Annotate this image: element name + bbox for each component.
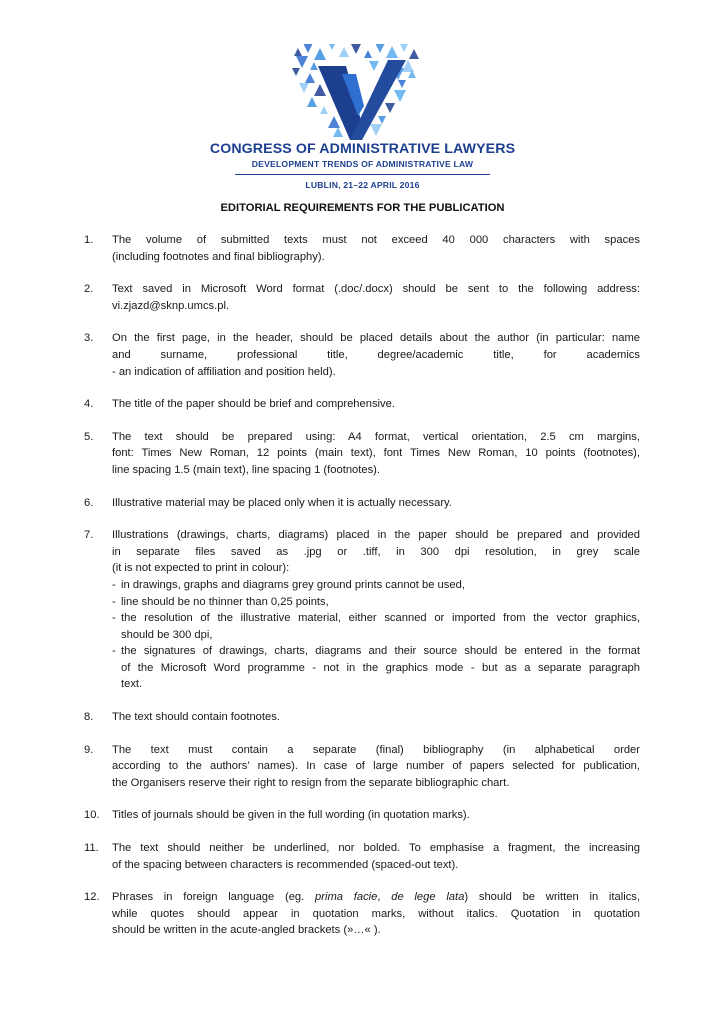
requirement-item [84,429,640,479]
bullet-dash: - [112,595,116,608]
bullet-line: the resolution of the illustrative material, either scanned or imported from the vector graphics, [121,612,640,625]
logo-triangle [386,46,398,58]
item-number: 6. [84,496,94,509]
logo-triangle [292,68,300,76]
logo-triangle [370,124,382,136]
item-number: 7. [84,529,94,542]
logo-triangle [394,90,406,102]
item-number: 12. [84,891,100,904]
item-line: The title of the paper should be brief and comprehensive. [112,398,395,411]
item-number: 3. [84,332,94,345]
item-line: vi.zjazd@sknp.umcs.pl. [112,299,230,312]
logo-triangle [328,116,340,128]
logo-triangle [385,103,395,113]
item-line: The text should be prepared using: A4 format, vertical orientation, 2.5 cm margins, [112,430,640,443]
bullet-dash: - [112,645,116,658]
text-part: ) should be written in italics, [464,891,640,904]
text-part: , [377,891,392,904]
item-line: On the first page, in the header, should be placed details about the author (in particular: name [112,332,640,345]
item-line: in separate files saved as .jpg or .tiff, in 300 dpi resolution, in grey scale [112,545,640,558]
item-line: (it is not expected to print in colour): [112,562,290,575]
item-line: The text should neither be underlined, nor bolded. To emphasise a fragment, the increasing [112,842,640,855]
requirement-item [84,281,640,314]
italic-phrase: prima facie [315,891,378,904]
requirement-item [84,527,640,693]
sub-bullet [112,594,640,611]
bullet-dash: - [112,578,116,591]
congress-subtitle: DEVELOPMENT TRENDS OF ADMINISTRATIVE LAW [251,159,474,169]
logo-triangle [369,61,379,71]
requirement-item [84,709,640,726]
bullet-line: of the Microsoft Word programme - not in the graphics mode - but as a separate paragraph [121,661,640,674]
logo-triangle [409,49,419,59]
congress-v-logo [290,44,420,140]
requirement-item [84,840,640,873]
sub-bullet [112,577,640,594]
bullet-dash: - [112,612,116,625]
requirement-item [84,889,640,939]
item-line: (including footnotes and final bibliography). [112,250,325,263]
item-line: of the spacing between characters is recommended (spaced-out text). [112,858,459,871]
logo-triangle [314,84,326,96]
header [0,0,725,200]
sub-bullet-list [112,577,640,693]
requirement-item [84,396,640,413]
bullet-line: the signatures of drawings, charts, diagrams and their source should be entered in the format [121,645,640,658]
item-line: Text saved in Microsoft Word format (.doc/.docx) should be sent to the following address: [112,283,640,296]
logo-triangle [303,44,313,53]
item-number: 9. [84,743,94,756]
logo-triangle [296,56,308,68]
logo-triangle [310,62,318,70]
item-line: The volume of submitted texts must not exceed 40 000 characters with spaces [112,234,640,246]
item-line: Illustrative material may be placed only when it is actually necessary. [112,496,452,509]
item-line: The text must contain a separate (final) bibliography (in alphabetical order [112,743,640,756]
item-number: 2. [84,283,94,296]
item-number: 8. [84,711,94,724]
item-line: The text should contain footnotes. [112,711,280,724]
requirements-list [84,232,640,955]
logo-triangle [378,116,386,124]
logo-triangle [400,44,408,52]
logo-triangle [350,44,362,54]
item-line: Titles of journals should be given in the full wording (in quotation marks). [112,809,470,822]
logo-triangle [320,106,328,114]
logo-triangle [299,83,309,93]
item-number: 5. [84,430,94,443]
sub-bullet [112,610,640,643]
logo-triangle [314,48,326,60]
item-number: 10. [84,809,100,822]
sub-bullet [112,643,640,693]
item-number: 11. [84,842,99,855]
item-line: and surname, professional title, degree/academic title, for academics [112,348,640,361]
logo-triangle [307,97,317,107]
item-line: font: Times New Roman, 12 points (main text), font Times New Roman, 10 points (footnotes), [112,447,640,460]
item-number: 4. [84,398,94,411]
requirement-item [84,807,640,824]
congress-title: CONGRESS OF ADMINISTRATIVE LAWYERS [209,141,516,157]
italic-phrase: de lege lata [391,891,465,904]
logo-triangle [364,50,372,58]
item-line: while quotes should appear in quotation marks, without italics. Quotation in quotation [112,907,640,920]
item-number: 1. [84,234,94,246]
header-divider [235,174,490,175]
item-line: the Organisers reserve their right to resign from the separate bibliographic chart. [112,776,510,789]
logo-triangle [333,127,343,137]
item-line: line spacing 1.5 (main text), line spacing 1 (footnotes). [112,463,381,476]
bullet-line: in drawings, graphs and diagrams grey ground prints cannot be used, [121,578,465,591]
bullet-line: line should be no thinner than 0,25 points, [121,595,329,608]
requirement-item [84,742,640,792]
requirement-item [84,330,640,380]
logo-triangle [328,44,336,50]
logo-triangle [375,44,385,53]
document-title: EDITORIAL REQUIREMENTS FOR THE PUBLICATION [220,202,505,214]
bullet-line: should be 300 dpi, [121,628,213,641]
item-line: Illustrations (drawings, charts, diagrams) placed in the paper should be prepared and provided [112,529,640,542]
bullet-line: text. [121,678,143,691]
logo-triangle [398,80,406,88]
requirement-item [84,495,640,512]
logo-triangle [339,47,349,57]
item-line: - an indication of affiliation and position held). [112,365,336,378]
item-line: according to the authors’ names). In case of large number of papers selected for publication, [112,760,640,773]
place-date: LUBLIN, 21–22 APRIL 2016 [305,180,420,190]
logo-triangle [305,73,315,83]
item-line [112,889,640,906]
requirement-item [84,232,640,265]
text-part: Phrases in foreign language (eg. [112,891,316,904]
item-line: should be written in the acute-angled brackets (»…« ). [112,924,381,937]
logo-triangle [294,48,302,56]
